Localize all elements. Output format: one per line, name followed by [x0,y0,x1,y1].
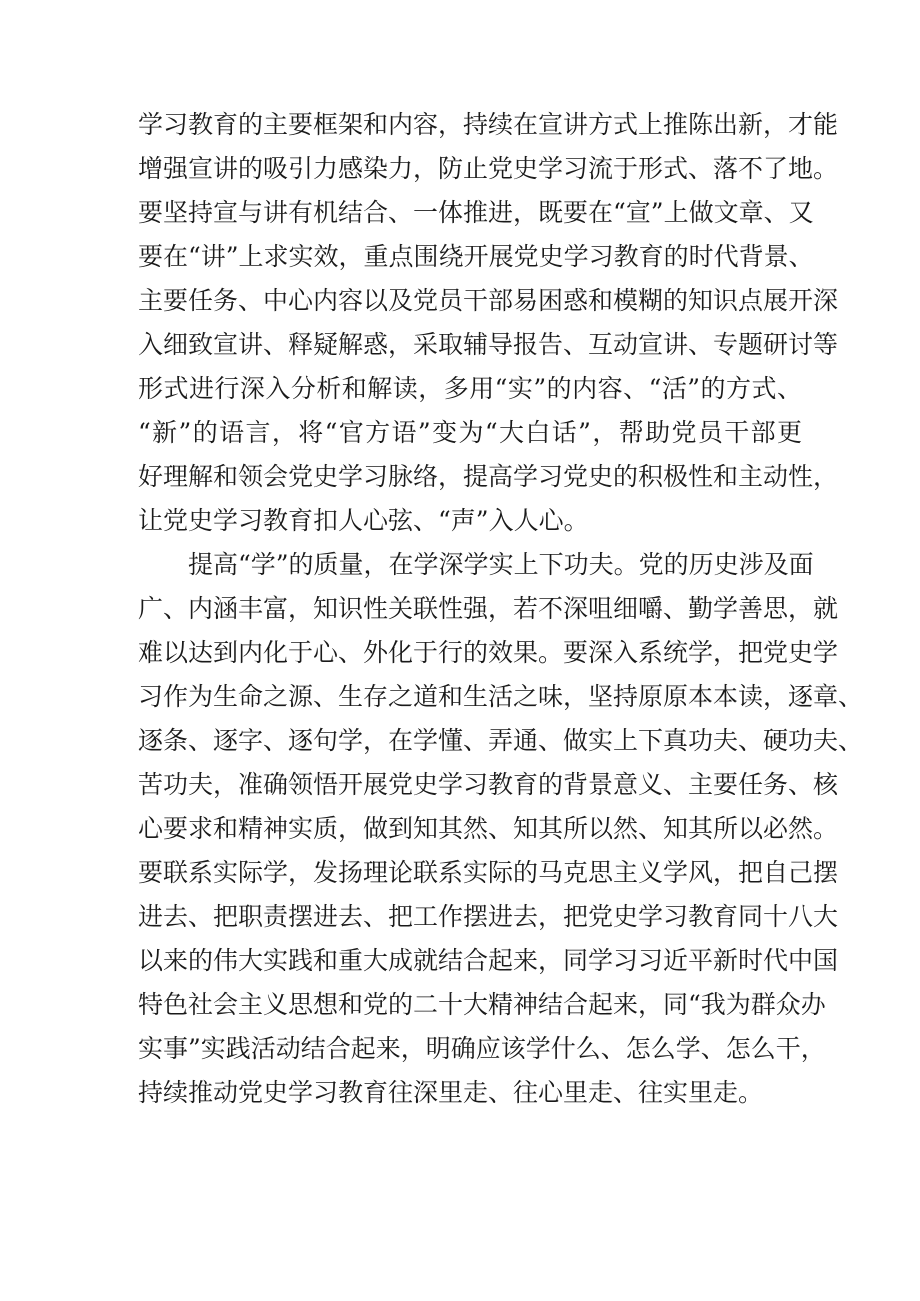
text-line: 逐条、逐字、逐句学，在学懂、弄通、做实上下真功夫、硬功夫、 [138,726,864,755]
text-line: 广、内涵丰富，知识性关联性强，若不深咀细嚼、勤学善思，就 [138,594,839,623]
text-line: 学习教育的主要框架和内容，持续在宣讲方式上推陈出新，才能 [138,110,839,139]
text-line: 进去、把职责摆进去、把工作摆进去，把党史学习教育同十八大 [138,902,839,931]
text-line: 形式进行深入分析和解读，多用“实”的内容、“活”的方式、 [138,374,802,403]
text-line: 提高“学”的质量，在学深学实上下功夫。党的历史涉及面 [188,550,814,579]
text-line: 要坚持宣与讲有机结合、一体推进，既要在“宣”上做文章、又 [138,198,814,227]
text-line: 要在“讲”上求实效，重点围绕开展党史学习教育的时代背景、 [138,242,814,271]
text-line: 实事”实践活动结合起来，明确应该学什么、怎么学、怎么干， [138,1034,826,1063]
text-line: 以来的伟大实践和重大成就结合起来，同学习习近平新时代中国 [138,946,839,975]
text-line: 要联系实际学，发扬理论联系实际的马克思主义学风，把自己摆 [138,858,839,887]
document-body [138,103,864,1115]
text-line: 难以达到内化于心、外化于行的效果。要深入系统学，把党史学 [138,638,839,667]
paragraph-2 [138,543,864,1115]
text-line: 好理解和领会党史学习脉络，提高学习党史的积极性和主动性， [138,462,839,491]
paragraph-1 [138,103,839,543]
text-line: 入细致宣讲、释疑解惑，采取辅导报告、互动宣讲、专题研讨等 [138,330,839,359]
text-line: 苦功夫，准确领悟开展党史学习教育的背景意义、主要任务、核 [138,770,839,799]
text-line: 习作为生命之源、生存之道和生活之味，坚持原原本本读，逐章、 [138,682,864,711]
text-line: 主要任务、中心内容以及党员干部易困惑和模糊的知识点展开深 [138,286,839,315]
text-line: 增强宣讲的吸引力感染力，防止党史学习流于形式、落不了地。 [138,154,839,183]
text-line: “新”的语言，将“官方语”变为“大白话”，帮助党员干部更 [138,418,802,447]
text-line: 持续推动党史学习教育往深里走、往心里走、往实里走。 [138,1078,764,1107]
text-line: 心要求和精神实质，做到知其然、知其所以然、知其所以必然。 [138,814,839,843]
text-line: 让党史学习教育扣人心弦、“声”入人心。 [138,506,589,535]
text-line: 特色社会主义思想和党的二十大精神结合起来，同“我为群众办 [138,990,826,1019]
